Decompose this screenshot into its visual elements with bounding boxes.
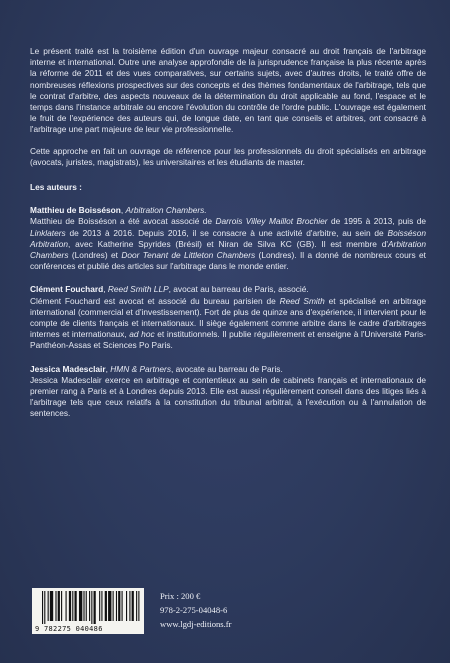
author-name: Jessica Madesclair [30, 363, 106, 374]
author-bio: Clément Fouchard est avocat et associé du bureau parisien de Reed Smith et spécialisé en arbitrage international (commercial et d'investissement). Fort de plus de quinze ans d'expérience, il intervient pour le compte de clients français et internationaux. Il siège également comme arbitre dans le cadre d'arbitrages internes et internationaux, ad hoc et institutionnels. Il publie régulièrement et enseigne à l'Université Paris-Panthéon-Assas et Sciences Po Paris. [30, 295, 426, 351]
author-block [30, 205, 426, 272]
author-affiliation: Arbitration Chambers. [125, 205, 207, 216]
author-affiliation-rest: , avocate au barreau de Paris. [171, 363, 283, 374]
author-block [30, 364, 426, 420]
author-affiliation-rest: , avocat au barreau de Paris, associé. [168, 284, 309, 295]
barcode [32, 588, 144, 634]
barcode-digits: 9 782275 040486 [35, 625, 103, 633]
intro-paragraph: Le présent traité est la troisième édition d'un ouvrage majeur consacré au droit français de l'arbitrage interne et international. Outre une analyse approfondie de la jurisprudence française la plus récente après la réforme de 2011 et des vues comparatives, sur certains sujets, avec d'autres droits, le traité offre de nombreuses réflexions prospectives sur des concepts et des thèmes fondamentaux de l'arbitrage, tels que le contrat d'arbitre, des aspects nouveaux de la détermination du droit applicable au fond, l'espace et le temps dans l'instance arbitrale ou encore l'évolution du contrôle de l'ordre public. L'ouvrage est également le fruit de l'expérience des auteurs qui, de longue date, en tant que conseils et arbitres, ont consacré à l'arbitrage une part majeure de leur vie professionnelle. [30, 46, 426, 135]
isbn-label: 978-2-275-04048-6 [160, 605, 228, 616]
approach-paragraph: Cette approche en fait un ouvrage de référence pour les professionnels du droit spécialisés en arbitrage (avocats, juristes, magistrats), les universitaires et les étudiants de master. [30, 145, 426, 167]
barcode-bars [42, 591, 140, 624]
author-name: Matthieu de Boisséson [30, 205, 121, 216]
author-bio: Jessica Madesclair exerce en arbitrage et contentieux au sein de cabinets français et internationaux de premier rang à Paris et à Londres depuis 2013. Elle est aussi régulièrement conseil dans des litiges liés à l'arbitrage tels que ceux relatifs à la constitution du tribunal arbitral, à l'exécution ou à l'annulation de sentences. [30, 374, 426, 419]
author-header: Jessica Madesclair, HMN & Partners, avocate au barreau de Paris. [30, 363, 283, 374]
author-bio: Matthieu de Boisséson a été avocat associé de Darrois Villey Maillot Brochier de 1995 à 2013, puis de Linklaters de 2013 à 2016. Depuis 2016, il se consacre à une activité d'arbitre, au sein de Boisséson Arbitration, avec Katherine Spyrides (Brésil) et Niran de Silva KC (GB). Il est membre d'Arbitration Chambers (Londres) et Door Tenant de Littleton Chambers (Londres). Il a donné de nombreux cours et conférences et publié des articles sur l'arbitrage dans le monde entier. [30, 216, 427, 272]
publication-info [160, 589, 232, 632]
author-block [30, 284, 426, 351]
authors-heading: Les auteurs : [30, 182, 82, 193]
author-header: Matthieu de Boisséson, Arbitration Chambers. [30, 205, 207, 216]
author-name: Clément Fouchard [30, 284, 104, 295]
author-affiliation: Reed Smith LLP [107, 284, 169, 295]
website-link[interactable]: www.lgdj-editions.fr [160, 619, 232, 630]
cover-text [30, 46, 426, 420]
price-label: Prix : 200 € [160, 591, 201, 601]
author-header: Clément Fouchard, Reed Smith LLP, avocat au barreau de Paris, associé. [30, 284, 309, 295]
author-affiliation: HMN & Partners [110, 363, 172, 374]
